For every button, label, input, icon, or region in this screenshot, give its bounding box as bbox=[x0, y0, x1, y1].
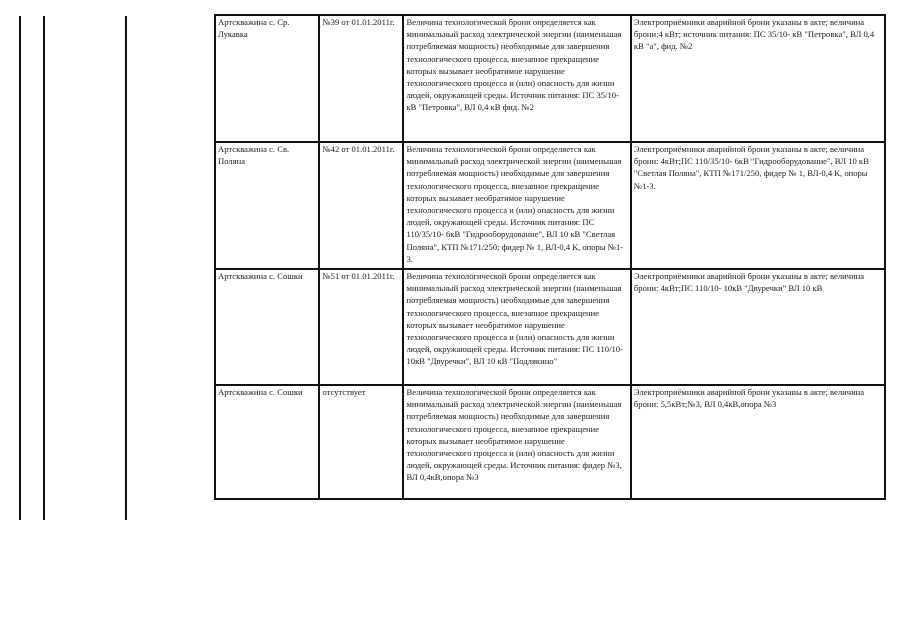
left-margin-rule-3 bbox=[125, 16, 127, 520]
act-cell: отсутствует bbox=[319, 385, 403, 499]
object-cell: Артскважина с. Сошки bbox=[215, 269, 319, 385]
table-row bbox=[215, 142, 885, 269]
left-margin-rule-2 bbox=[43, 16, 45, 520]
act-cell: №51 от 01.01.2011г. bbox=[319, 269, 403, 385]
emergency-cell: Электроприёмники аварийной брони указаны в акте; величина брони: 4кВт;ПС 110/35/10- 6кВ "Гидрооборудование", ВЛ 10 кВ "Светлая Поляна", КТП №171/250, фидер № 1, ВЛ-0,4 К, опоры №1-3. bbox=[631, 142, 885, 269]
description-cell: Величина технологической брони определяется как минимальный расход электрической энергии (наименьшая потребляемая мощность) необходимые для завершения технологического процесса, внезапное прекращение которых вызывает необратимое нарушение технологического процесса и (или) опасность для жизни людей, окружающей среды. Источник питания: ПС 110/35/10- 6кВ "Гидрооборудование", ВЛ 10 кВ "Светлая Поляна", КТП №171/250; фидер № 1, ВЛ-0,4 К, опоры №1-3. bbox=[403, 142, 630, 269]
act-cell: №39 от 01.01.2011г. bbox=[319, 15, 403, 142]
description-cell: Величина технологической брони определяется как минимальный расход электрической энергии (наименьшая потребляемая мощность) необходимые для завершения технологического процесса, внезапное прекращение которых вызывает необратимое нарушение технологического процесса и (или) опасность для жизни людей, окружающей среды. Источник питания: ПС 110/10- 10кВ "Двуречки", ВЛ 10 кВ "Подлякино" bbox=[403, 269, 630, 385]
left-margin-rule-1 bbox=[19, 16, 21, 520]
emergency-cell: Электроприёмники аварийной брони указаны в акте; величина брони:4 кВт; источник питания: ПС 35/10- кВ "Петровка", ВЛ 0,4 кВ "а", фид. №2 bbox=[631, 15, 885, 142]
table-row bbox=[215, 15, 885, 142]
description-cell: Величина технологической брони определяется как минимальный расход электрической энергии (наименьшая потребляемая мощность) необходимые для завершения технологического процесса, внезапное прекращение которых вызывает необратимое нарушение технологического процесса и (или) опасность для жизни людей, окружающей среды. Источник питания: ПС 35/10- кВ "Петровка", ВЛ 0,4 кВ фид. №2 bbox=[403, 15, 630, 142]
description-cell: Величина технологической брони определяется как минимальный расход электрической энергии (наименьшая потребляемая мощность) необходимые для завершения технологического процесса, внезапное прекращение которых вызывает необратимое нарушение технологического процесса и (или) опасность для жизни людей, окружающей среды. Источник питания: фидер №3, ВЛ 0,4кВ,опора №3 bbox=[403, 385, 630, 499]
object-cell: Артскважина с. Сошки bbox=[215, 385, 319, 499]
backup-power-table bbox=[214, 14, 886, 500]
emergency-cell: Электроприёмники аварийной брони указаны в акте; величина брони: 5,5кВт;№3, ВЛ 0,4кВ,опора №3 bbox=[631, 385, 885, 499]
act-cell: №42 от 01.01.2011г. bbox=[319, 142, 403, 269]
object-cell: Артскважина с. Ср. Лукавка bbox=[215, 15, 319, 142]
emergency-cell: Электроприёмники аварийной брони указаны в акте; величина брони: 4кВт;ПС 110/10- 10кВ "Двуречки" ВЛ 10 кВ bbox=[631, 269, 885, 385]
object-cell: Артскважина с. Св. Поляна bbox=[215, 142, 319, 269]
table-row bbox=[215, 269, 885, 385]
table-row bbox=[215, 385, 885, 499]
